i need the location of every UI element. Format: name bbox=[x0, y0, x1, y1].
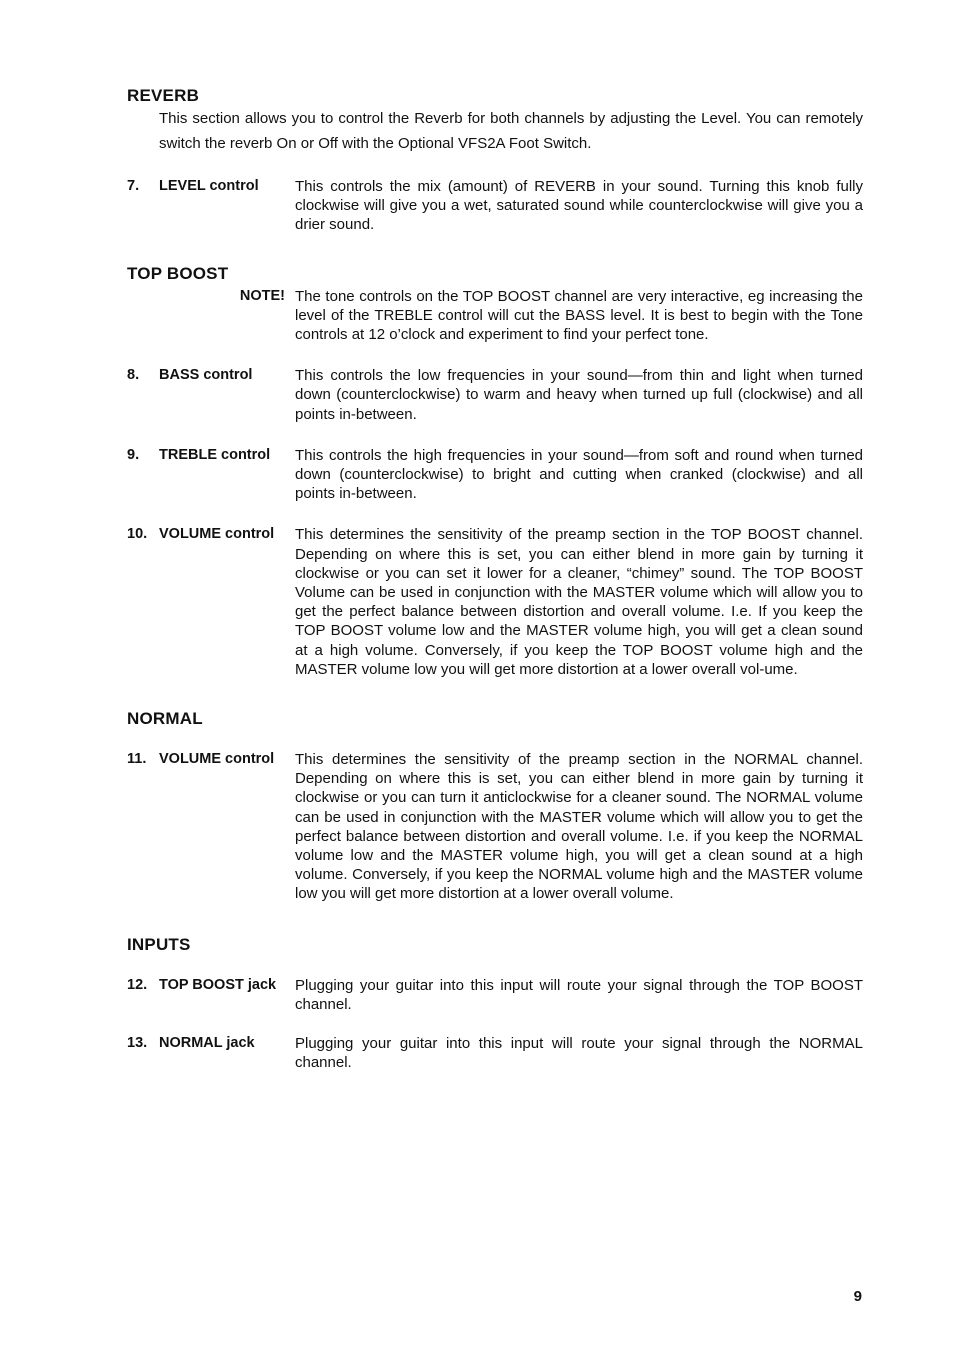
item-label bbox=[127, 1034, 295, 1053]
note-text: The tone controls on the TOP BOOST channel are very interactive, eg increasing the level of the TREBLE control will cut the BASS level. It is best to begin with the Tone controls at 12 o’clock and experiment to find your perfect tone. bbox=[295, 287, 863, 344]
item-label bbox=[127, 366, 295, 385]
item-label bbox=[127, 976, 295, 995]
item-number: 13. bbox=[127, 1035, 148, 1052]
list-item-top-boost-jack bbox=[127, 976, 863, 1014]
item-name: TREBLE control bbox=[159, 446, 271, 463]
list-item-volume-control-top-boost bbox=[127, 525, 863, 679]
item-label bbox=[127, 750, 295, 769]
item-number: 11. bbox=[127, 751, 147, 768]
item-description: Plugging your guitar into this input will route your signal through the TOP BOOST channel. bbox=[295, 976, 863, 1013]
item-name: NORMAL jack bbox=[159, 1035, 255, 1052]
item-label bbox=[127, 177, 295, 196]
note-label: NOTE! bbox=[239, 287, 285, 304]
page-number: 9 bbox=[853, 1288, 862, 1305]
item-name: BASS control bbox=[159, 367, 253, 384]
item-name: TOP BOOST jack bbox=[159, 976, 277, 993]
list-item-treble-control bbox=[127, 446, 863, 504]
section-heading-inputs: INPUTS bbox=[127, 934, 191, 954]
item-name: VOLUME control bbox=[159, 751, 275, 768]
item-description: This determines the sensitivity of the preamp section in the TOP BOOST channel. Depending on where this is set, you can either blend in more gain by turning it clockwise or you can set it lower for a cleaner, “chimey” sound. The TOP BOOST Volume can be used in conjunction with the MASTER volume which will allow you to get the perfect balance between distortion and overall volume. I.e. If you keep the TOP BOOST volume low and the MASTER volume high, you will get a clean sound at a high volume. Conversely, if you keep the TOP BOOST volume high and the MASTER volume low you will get more distortion at a lower overall vol-ume. bbox=[295, 526, 863, 678]
item-number: 9. bbox=[127, 446, 140, 463]
item-number: 7. bbox=[127, 178, 140, 194]
item-name: LEVEL control bbox=[159, 178, 259, 194]
item-number: 8. bbox=[127, 367, 140, 384]
list-item-normal-jack bbox=[127, 1034, 863, 1072]
item-description: Plugging your guitar into this input will route your signal through the NORMAL channel. bbox=[295, 1035, 863, 1072]
item-label bbox=[127, 525, 295, 544]
section-heading-reverb: REVERB bbox=[127, 86, 200, 105]
reverb-intro: This section allows you to control the Reverb for both channels by adjusting the Level. You can remotely switch the reverb On or Off with the Optional VFS2A Foot Switch. bbox=[159, 110, 863, 152]
item-description: This controls the high frequencies in your sound—from soft and round when turned down (counterclockwise) to bright and cutting when cranked (clockwise) and all points in-between. bbox=[295, 446, 863, 503]
manual-page bbox=[127, 86, 863, 1073]
item-name: VOLUME control bbox=[159, 526, 275, 543]
item-number: 12. bbox=[127, 976, 148, 993]
section-heading-normal: NORMAL bbox=[127, 709, 203, 729]
item-description: This controls the low frequencies in your sound—from thin and light when turned down (counterclockwise) to warm and heavy when turned up full (clockwise) and all points in-between. bbox=[295, 367, 863, 423]
section-heading-top-boost: TOP BOOST bbox=[127, 263, 229, 283]
item-label bbox=[127, 446, 295, 465]
note-block bbox=[127, 287, 863, 345]
item-description: This determines the sensitivity of the preamp section in the NORMAL channel. Depending on where this is set, you can either blend in more gain by turning it clockwise or you can turn it anticlockwise for a cleaner sound. The NORMAL volume can be used in conjunction with the MASTER volume which will allow you to get the perfect balance between distortion and overall volume. I.e. if you keep the NORMAL volume low and the MASTER volume high, you will get a clean sound at a high volume. Conversely, if you keep the NORMAL volume high and the MASTER volume low you will get more distortion at a lower overall volume. bbox=[295, 751, 863, 903]
item-number: 10. bbox=[127, 526, 148, 543]
item-description: This controls the mix (amount) of REVERB in your sound. Turning this knob fully clockwise will give you a wet, saturated sound while counterclockwise will give you a drier sound. bbox=[295, 178, 863, 234]
list-item-volume-control-normal bbox=[127, 750, 863, 904]
list-item-level-control bbox=[127, 177, 863, 235]
list-item-bass-control bbox=[127, 366, 863, 424]
